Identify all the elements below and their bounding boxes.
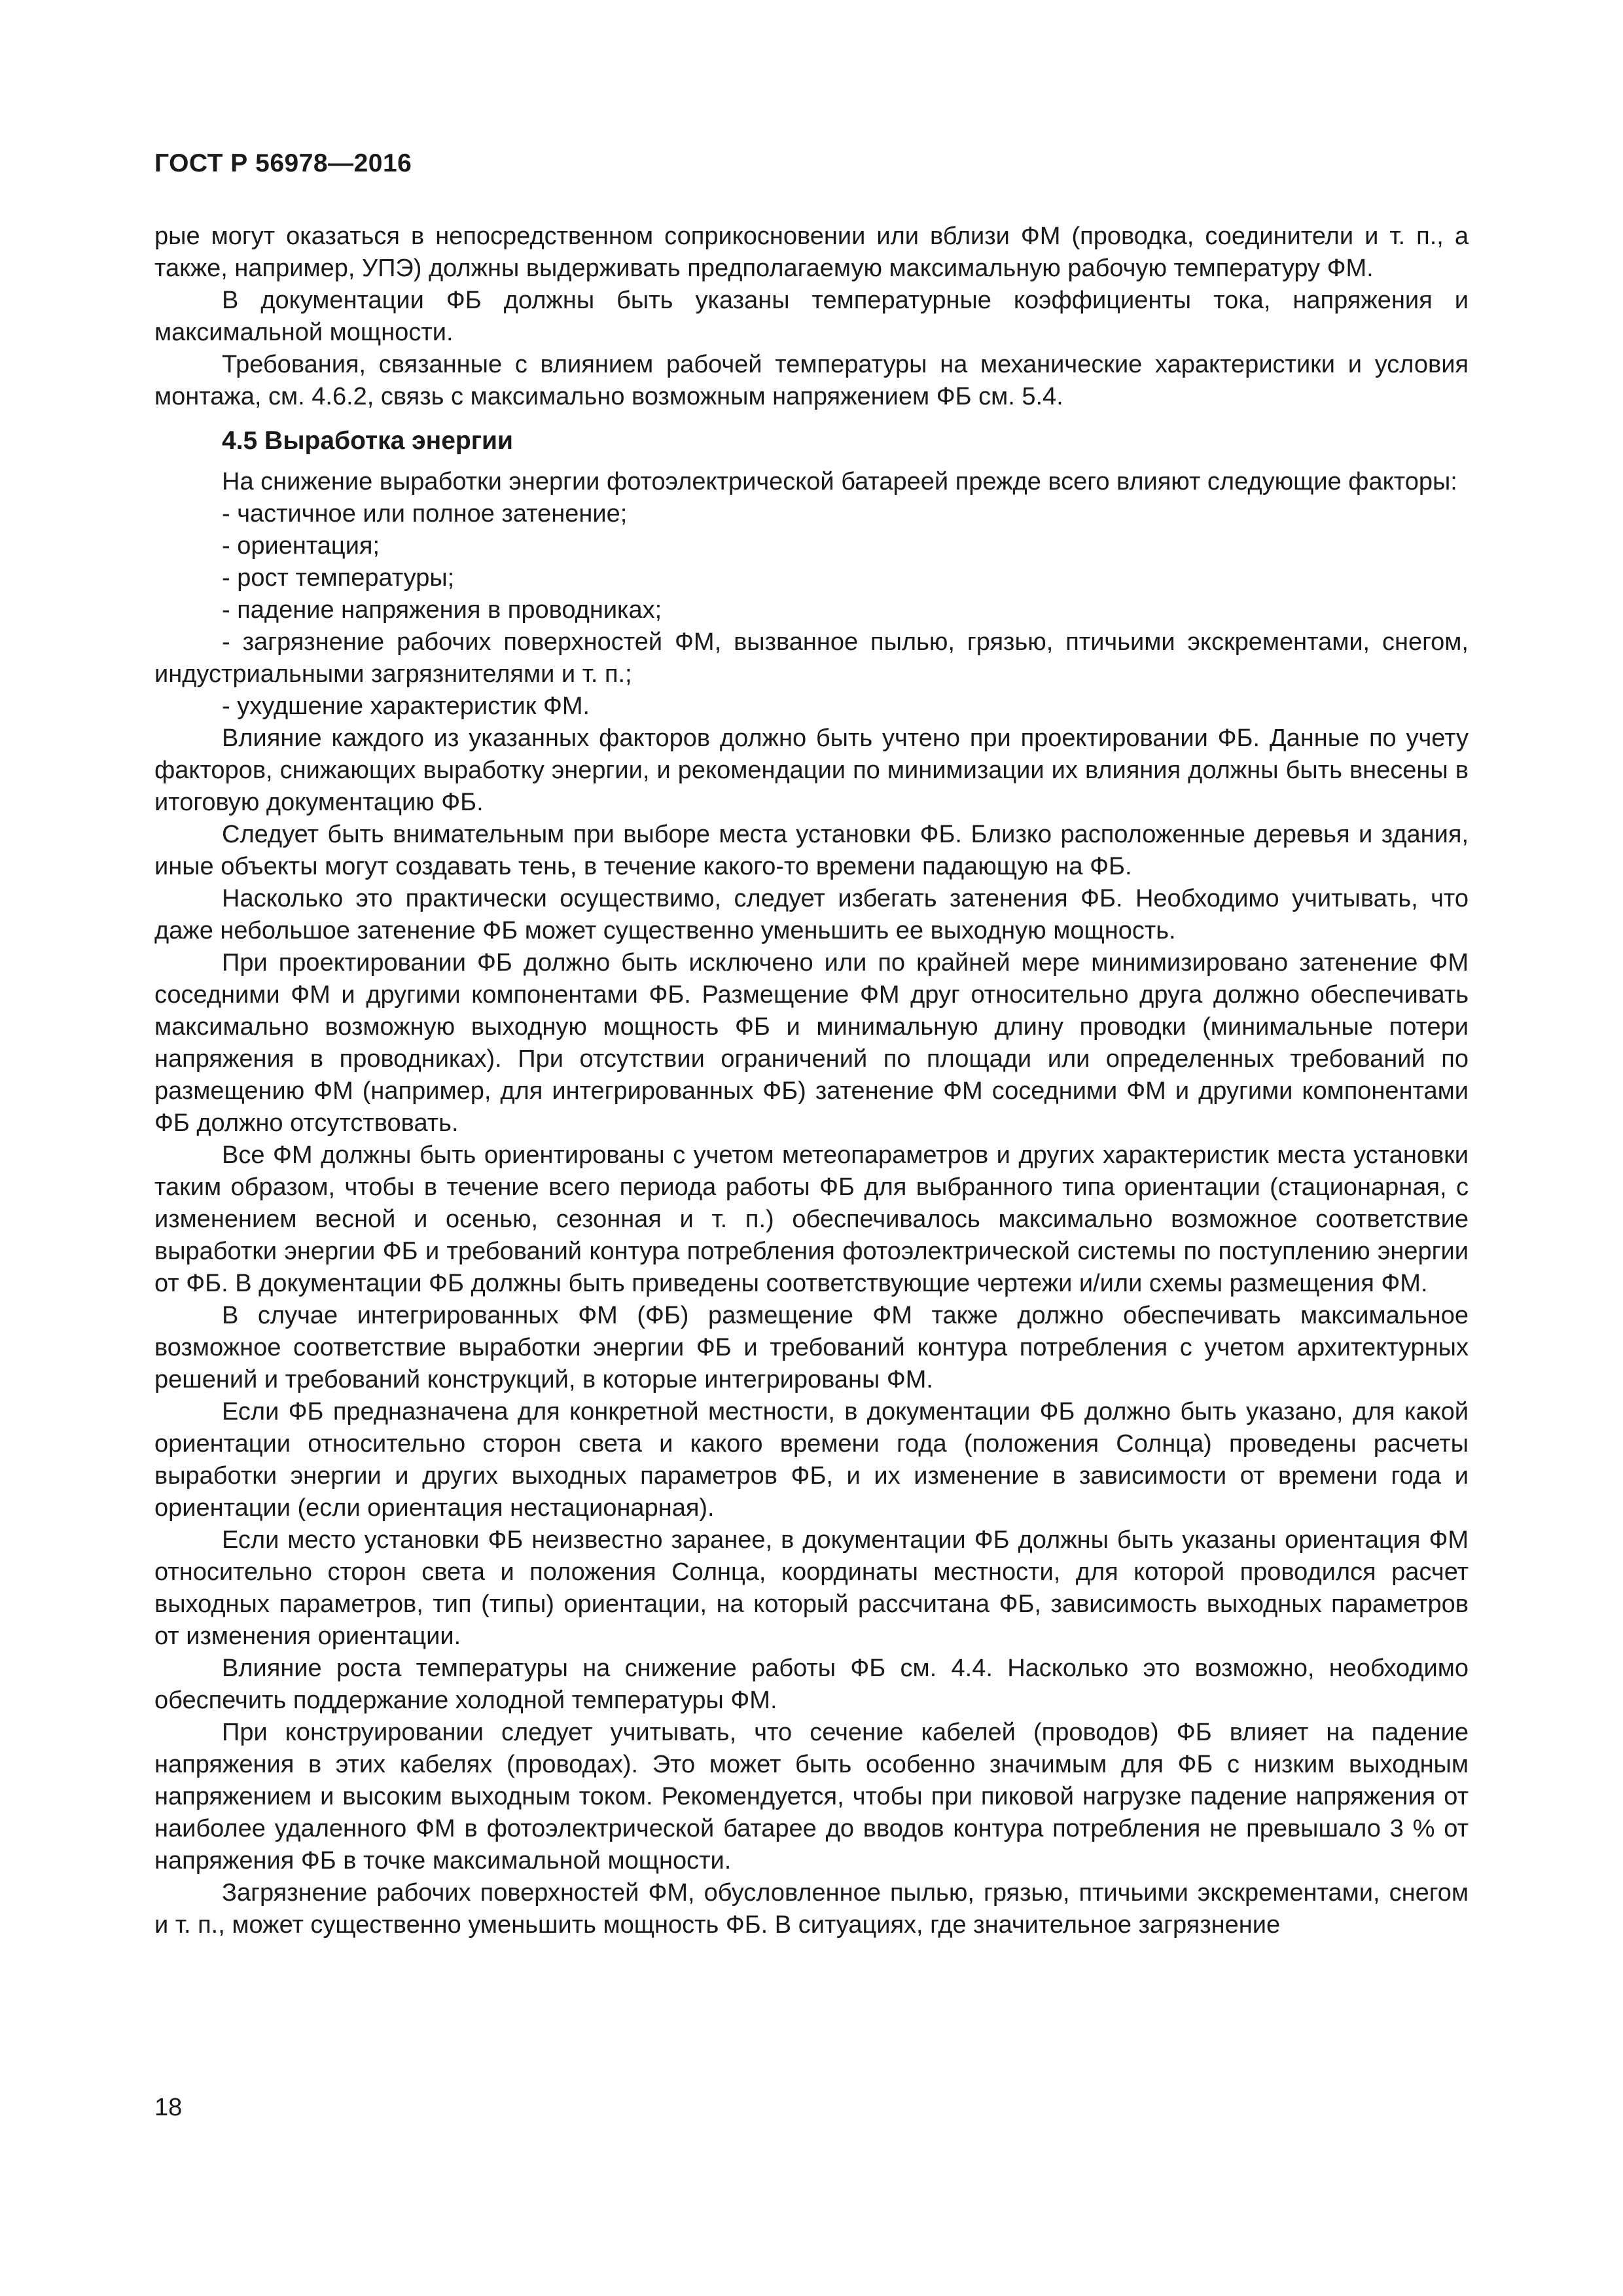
list-item: - загрязнение рабочих поверхностей ФМ, вызванное пылью, грязью, птичьими экскрементами, снегом, индустриальными загрязнителями и т. п.; xyxy=(154,628,1469,688)
running-header: ГОСТ Р 56978—2016 xyxy=(154,149,412,177)
page-number: 18 xyxy=(154,2094,183,2121)
paragraph: Влияние каждого из указанных факторов должно быть учтено при проектировании ФБ. Данные по учету факторов, снижающих выработку энергии, и рекомендации по минимизации их влияния должны быть внесены в итоговую документацию ФБ. xyxy=(154,725,1469,816)
paragraph: Если место установки ФБ неизвестно заранее, в документации ФБ должны быть указаны ориентация ФМ относительно сторон света и положения Солнца, координаты местности, для которой проводился расчет выходных параметров, тип (типы) ориентации, на который рассчитана ФБ, зависимость выходных параметров от изменения ориентации. xyxy=(154,1526,1469,1650)
paragraph: Следует быть внимательным при выборе места установки ФБ. Близко расположенные деревья и здания, иные объекты могут создавать тень, в течение какого-то времени падающую на ФБ. xyxy=(154,821,1469,880)
paragraph: При конструировании следует учитывать, что сечение кабелей (проводов) ФБ влияет на падение напряжения в этих кабелях (проводах). Это может быть особенно значимым для ФБ с низким выходным напряжением и высоким выходным током. Рекомендуется, чтобы при пиковой нагрузке падение напряжения от наиболее удаленного ФМ в фотоэлектрической батарее до вводов контура потребления не превышало 3 % от напряжения ФБ в точке максимальной мощности. xyxy=(154,1719,1469,1874)
paragraph: Влияние роста температуры на снижение работы ФБ см. 4.4. Насколько это возможно, необходимо обеспечить поддержание холодной температуры ФМ. xyxy=(154,1655,1469,1714)
paragraph: Требования, связанные с влиянием рабочей температуры на механические характеристики и условия монтажа, см. 4.6.2, связь с максимально возможным напряжением ФБ см. 5.4. xyxy=(154,351,1469,410)
list-item: - частичное или полное затенение; xyxy=(222,500,628,528)
paragraph: В документации ФБ должны быть указаны температурные коэффициенты тока, напряжения и максимальной мощности. xyxy=(154,287,1469,346)
paragraph: При проектировании ФБ должно быть исключено или по крайней мере минимизировано затенение ФМ соседними ФМ и другими компонентами ФБ. Размещение ФМ друг относительно друга должно обеспечивать максимально возможную выходную мощность ФБ и минимальную длину проводки (минимальные потери напряжения в проводниках). При отсутствии ограничений по площади или определенных требований по размещению ФМ (например, для интегрированных ФБ) затенение ФМ соседними ФМ и другими компонентами ФБ должно отсутствовать. xyxy=(154,949,1469,1137)
section-heading: 4.5 Выработка энергии xyxy=(222,427,513,455)
paragraph: Насколько это практически осуществимо, следует избегать затенения ФБ. Необходимо учитывать, что даже небольшое затенение ФБ может существенно уменьшить ее выходную мощность. xyxy=(154,885,1469,944)
paragraph: Загрязнение рабочих поверхностей ФМ, обусловленное пылью, грязью, птичьими экскрементами, снегом и т. п., может существенно уменьшить мощность ФБ. В ситуациях, где значительное загрязнение xyxy=(154,1879,1469,1939)
paragraph-continuation: рые могут оказаться в непосредственном соприкосновении или вблизи ФМ (проводка, соединители и т. п., а также, например, УПЭ) должны выдерживать предполагаемую максимальную рабочую температуру ФМ. xyxy=(154,223,1469,282)
body-text xyxy=(154,221,1469,1941)
paragraph: Если ФБ предназначена для конкретной местности, в документации ФБ должно быть указано, для какой ориентации относительно сторон света и какого времени года (положения Солнца) проведены расчеты выработки энергии и других выходных параметров ФБ, и их изменение в зависимости от времени года и ориентации (если ориентация нестационарная). xyxy=(154,1398,1469,1522)
paragraph: В случае интегрированных ФМ (ФБ) размещение ФМ также должно обеспечивать максимальное возможное соответствие выработки энергии ФБ и требований контура потребления с учетом архитектурных решений и требований конструкций, в которые интегрированы ФМ. xyxy=(154,1302,1469,1393)
list-item: - падение напряжения в проводниках; xyxy=(222,596,662,624)
list-item: - ухудшение характеристик ФМ. xyxy=(222,692,590,720)
section-lead: На снижение выработки энергии фотоэлектрической батареей прежде всего влияют следующие факторы: xyxy=(222,468,1457,495)
list-item: - ориентация; xyxy=(222,532,380,560)
paragraph: Все ФМ должны быть ориентированы с учетом метеопараметров и других характеристик места установки таким образом, чтобы в течение всего периода работы ФБ для выбранного типа ориентации (стационарная, с изменением весной и осенью, сезонная и т. п.) обеспечивалось максимально возможное соответствие выработки энергии ФБ и требований контура потребления фотоэлектрической системы по поступлению энергии от ФБ. В документации ФБ должны быть приведены соответствующие чертежи и/или схемы размещения ФМ. xyxy=(154,1141,1469,1297)
list-item: - рост температуры; xyxy=(222,564,455,592)
